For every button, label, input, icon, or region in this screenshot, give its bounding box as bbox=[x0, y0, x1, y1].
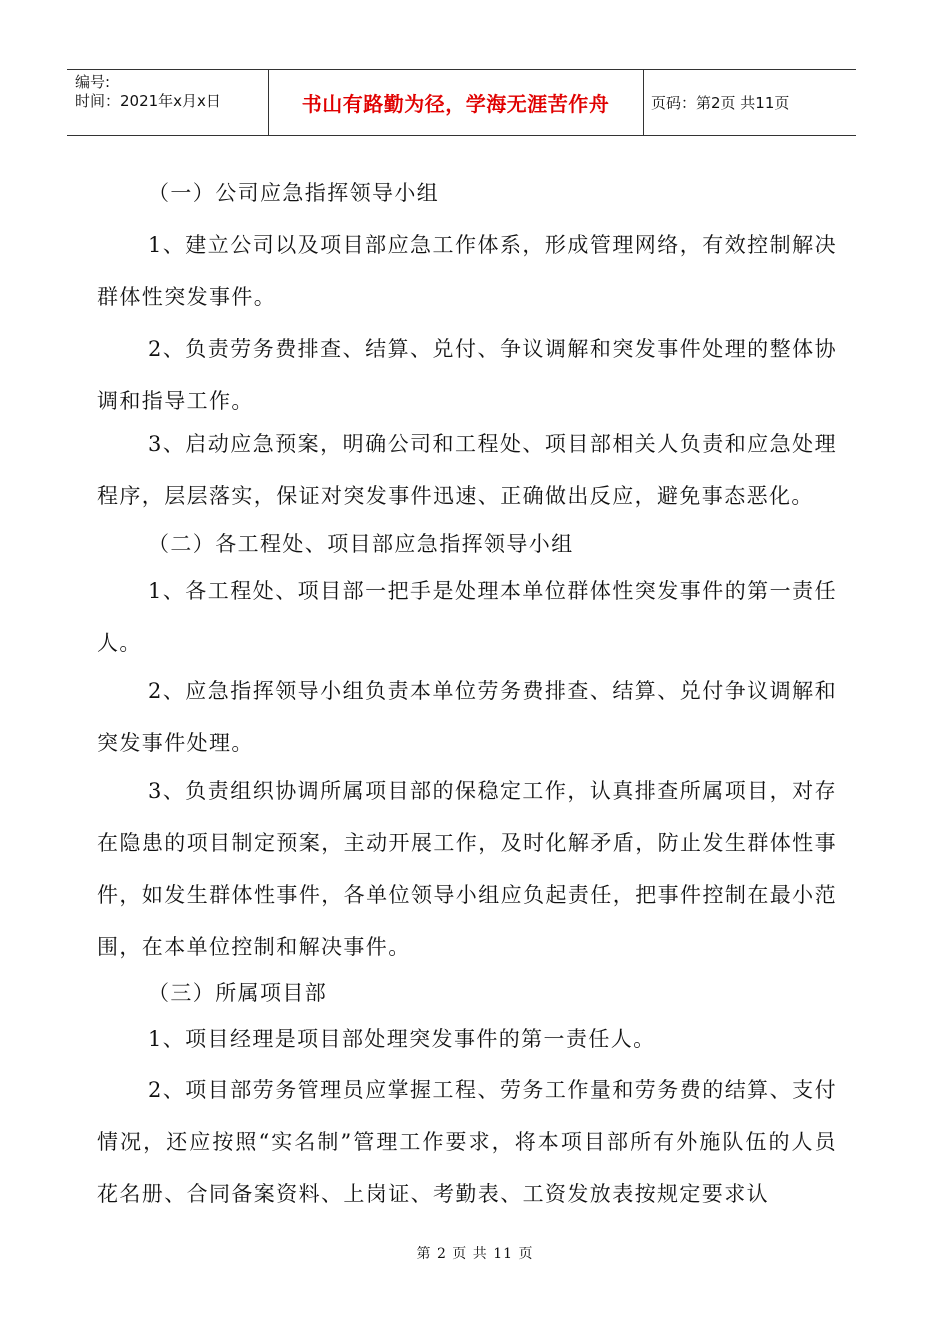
paragraph: 1、各工程处、项目部一把手是处理本单位群体性突发事件的第一责任人。 bbox=[97, 579, 837, 655]
paragraph: 3、启动应急预案，明确公司和工程处、项目部相关人负责和应急处理程序，层层落实，保证对突发事件迅速、正确做出反应，避免事态恶化。 bbox=[97, 432, 837, 508]
document-time-label: 时间：2021年x月x日 bbox=[75, 92, 221, 110]
header-page-info: 页码：第2页 共11页 bbox=[651, 94, 790, 112]
section-title-1: （一）公司应急指挥领导小组 bbox=[148, 181, 440, 205]
section-title-2: （二）各工程处、项目部应急指挥领导小组 bbox=[148, 532, 574, 556]
paragraph: 2、项目部劳务管理员应掌握工程、劳务工作量和劳务费的结算、支付情况，还应按照“实名制”管理工作要求，将本项目部所有外施队伍的人员花名册、合同备案资料、上岗证、考勤表、工资发放表按规定要求认 bbox=[97, 1078, 837, 1206]
header-slogan: 书山有路勤为径，学海无涯苦作舟 bbox=[268, 70, 644, 135]
header-meta bbox=[67, 70, 269, 135]
paragraph: 2、应急指挥领导小组负责本单位劳务费排查、结算、兑付争议调解和突发事件处理。 bbox=[97, 679, 837, 755]
page-header bbox=[67, 69, 856, 136]
paragraph: 2、负责劳务费排查、结算、兑付、争议调解和突发事件处理的整体协调和指导工作。 bbox=[97, 337, 837, 413]
paragraph: 1、建立公司以及项目部应急工作体系，形成管理网络，有效控制解决群体性突发事件。 bbox=[97, 233, 837, 309]
paragraph: 1、项目经理是项目部处理突发事件的第一责任人。 bbox=[148, 1027, 656, 1051]
section-title-3: （三）所属项目部 bbox=[148, 981, 328, 1005]
paragraph: 3、负责组织协调所属项目部的保稳定工作，认真排查所属项目，对存在隐患的项目制定预案，主动开展工作，及时化解矛盾，防止发生群体性事件，如发生群体性事件，各单位领导小组应负起责任，把事件控制在最小范围，在本单位控制和解决事件。 bbox=[97, 779, 837, 959]
page-footer: 第 2 页 共 11 页 bbox=[416, 1246, 534, 1262]
document-number-label: 编号: bbox=[75, 73, 111, 91]
